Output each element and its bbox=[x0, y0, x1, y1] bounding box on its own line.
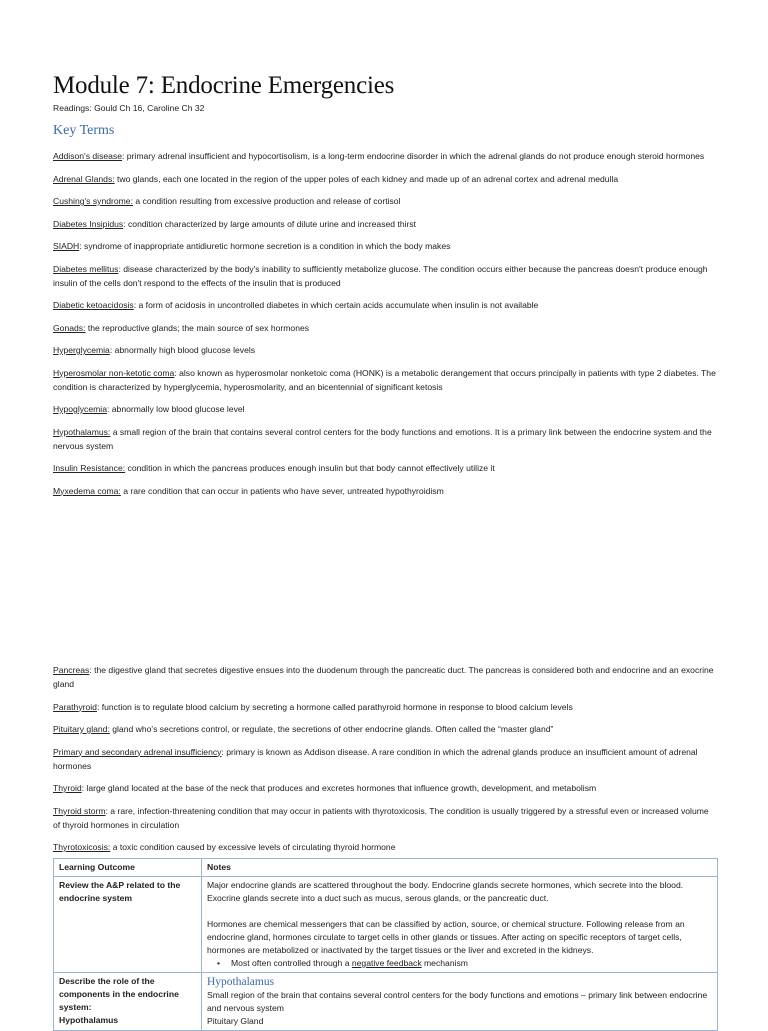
notes-paragraph: Hormones are chemical messengers that can be classified by action, source, or chemical structure. Following release from an endocrine gland, hormones circulate to target cells in other glands or tissues. After acting on specific receptors of target cells, hormones are metabolized or inactivated by the target tissues or the liver and excreted in the kidneys. bbox=[207, 919, 685, 955]
table-header-row bbox=[54, 859, 718, 877]
term-entry bbox=[53, 402, 718, 416]
term-entry bbox=[53, 663, 718, 691]
term-entry bbox=[53, 343, 718, 357]
key-terms-list-part1 bbox=[53, 149, 718, 498]
term-definition: : abnormally low blood glucose level bbox=[106, 404, 245, 414]
outcome-subitem: Hypothalamus bbox=[59, 1015, 119, 1025]
term-label: Adrenal Glands: bbox=[53, 173, 115, 184]
term-label: Thyroid storm bbox=[53, 805, 106, 816]
term-entry bbox=[53, 217, 718, 231]
term-label: Primary and secondary adrenal insufficiency bbox=[53, 746, 222, 757]
term-label: Cushing's syndrome: bbox=[53, 196, 133, 206]
term-label: Hypoglycemia bbox=[53, 404, 107, 414]
table-row bbox=[54, 877, 718, 973]
term-entry bbox=[53, 262, 718, 290]
bullet-text: Most often controlled through a bbox=[231, 958, 352, 968]
notes-paragraph: Small region of the brain that contains several control centers for the body functions and emotions – primary link between endocrine and nervous system bbox=[207, 990, 708, 1013]
term-label: Diabetic ketoacidosis bbox=[53, 300, 134, 310]
term-definition: two glands, each one located in the region of the upper poles of each kidney and made up of an adrenal cortex and adrenal medulla bbox=[114, 173, 619, 184]
term-definition: a rare condition that can occur in patients who have sever, untreated hypothyroidism bbox=[120, 485, 444, 496]
term-definition: : large gland located at the base of the neck that produces and excretes hormones that influence growth, development, and metabolism bbox=[81, 783, 597, 793]
term-entry bbox=[53, 321, 718, 335]
learning-outcome-table bbox=[53, 858, 718, 1031]
term-label: Myxedema coma: bbox=[53, 485, 121, 496]
notes-paragraph: Major endocrine glands are scattered throughout the body. Endocrine glands secrete hormones, which secrete into the blood. Exocrine glands secrete into a duct such as mucus, serous glands, or the pancreatic duct. bbox=[207, 880, 684, 903]
term-entry bbox=[53, 745, 718, 773]
notes-next-subheading: Pituitary Gland bbox=[207, 1016, 264, 1026]
term-definition: a toxic condition caused by excessive levels of circulating thyroid hormone bbox=[110, 842, 396, 852]
term-label: Insulin Resistance: bbox=[53, 463, 126, 473]
column-header-learning-outcome: Learning Outcome bbox=[54, 859, 202, 877]
term-entry bbox=[53, 484, 718, 498]
outcome-text: Describe the role of the components in the endocrine system: bbox=[59, 976, 179, 1012]
term-entry bbox=[53, 700, 718, 714]
term-label: Hyperglycemia bbox=[53, 345, 110, 355]
term-entry bbox=[53, 781, 718, 795]
term-definition: : syndrome of inappropriate antidiuretic hormone secretion is a condition in which the body makes bbox=[79, 241, 451, 251]
notes-subheading: Hypothalamus bbox=[207, 976, 275, 988]
term-entry bbox=[53, 194, 718, 208]
term-label: Hypothalamus: bbox=[53, 426, 111, 437]
learning-outcome-cell: Review the A&P related to the endocrine system bbox=[54, 877, 202, 973]
term-label: Pituitary gland: bbox=[53, 724, 110, 734]
term-entry bbox=[53, 298, 718, 312]
term-definition: : primary is known as Addison disease. A rare condition in which the adrenal glands produce an insufficient amount of adrenal hormones bbox=[53, 746, 698, 771]
key-terms-heading: Key Terms bbox=[53, 123, 115, 138]
readings-line: Readings: Gould Ch 16, Caroline Ch 32 bbox=[53, 103, 205, 113]
term-definition: the reproductive glands; the main source of sex hormones bbox=[85, 322, 310, 333]
table-row bbox=[54, 973, 718, 1031]
term-definition: : abnormally high blood glucose levels bbox=[109, 345, 256, 355]
bullet-text-end: mechanism bbox=[421, 958, 468, 968]
column-header-notes: Notes bbox=[202, 859, 718, 877]
term-entry bbox=[53, 149, 718, 163]
term-entry bbox=[53, 804, 718, 832]
term-label: Parathyroid bbox=[53, 701, 97, 712]
term-definition: a condition resulting from excessive production and release of cortisol bbox=[132, 196, 401, 206]
term-definition: a small region of the brain that contains several control centers for the body functions and emotions. It is a primary link between the endocrine system and the nervous system bbox=[53, 426, 712, 451]
term-entry bbox=[53, 722, 718, 736]
term-label: Diabetes Insipidus bbox=[53, 218, 124, 229]
term-entry bbox=[53, 840, 718, 854]
term-entry bbox=[53, 366, 718, 394]
learning-outcome-cell bbox=[54, 973, 202, 1031]
term-label: Pancreas bbox=[53, 665, 90, 675]
negative-feedback-term: negative feedback bbox=[351, 958, 422, 968]
term-definition: : primary adrenal insufficient and hypocortisolism, is a long-term endocrine disorder in which the adrenal glands do not produce enough steroid hormones bbox=[122, 151, 705, 161]
term-label: Thyrotoxicosis: bbox=[53, 842, 111, 852]
term-label: Gonads: bbox=[53, 322, 86, 333]
term-definition: : disease characterized by the body's inability to sufficiently metabolize glucose. The condition occurs either because the pancreas doesn't produce enough insulin of the cells don't respond to the effects of the insulin that is produced bbox=[53, 263, 708, 288]
term-definition: : a rare, infection-threatening condition that may occur in patients with thyrotoxicosis. The condition is usually triggered by a stressful even or increased volume of thyroid hormones in circulation bbox=[53, 805, 709, 830]
term-definition: gland who's secretions control, or regulate, the secretions of other endocrine glands. Often called the “master gland” bbox=[109, 724, 554, 734]
term-definition: : condition characterized by large amounts of dilute urine and increased thirst bbox=[123, 218, 417, 229]
notes-bullet bbox=[207, 957, 712, 970]
term-definition: : function is to regulate blood calcium by secreting a hormone called parathyroid hormone in response to blood calcium levels bbox=[96, 701, 573, 712]
page-title: Module 7: Endocrine Emergencies bbox=[53, 72, 395, 99]
notes-cell bbox=[202, 973, 718, 1031]
term-definition: : also known as hyperosmolar nonketoic coma (HONK) is a metabolic derangement that occurs principally in patients with type 2 diabetes. The condition is characterized by hyperglycemia, hyperosmolarity, and an bicentennial of significant ketosis bbox=[53, 367, 716, 392]
term-entry bbox=[53, 461, 718, 475]
term-entry bbox=[53, 425, 718, 453]
term-label: Diabetes mellitus bbox=[53, 263, 119, 274]
key-terms-list-part2 bbox=[53, 663, 718, 854]
term-definition: : the digestive gland that secretes digestive ensues into the duodenum through the pancreatic duct. The pancreas is considered both and endocrine and an exocrine gland bbox=[53, 665, 714, 689]
term-entry bbox=[53, 239, 718, 253]
term-label: SIADH bbox=[53, 241, 80, 251]
term-label: Addison's disease bbox=[53, 151, 123, 161]
term-label: Hyperosmolar non-ketotic coma bbox=[53, 367, 175, 378]
term-definition: condition in which the pancreas produces enough insulin but that body cannot effectively utilize it bbox=[125, 463, 495, 473]
term-label: Thyroid bbox=[53, 783, 82, 793]
term-entry bbox=[53, 172, 718, 186]
term-definition: : a form of acidosis in uncontrolled diabetes in which certain acids accumulate when insulin is not available bbox=[133, 300, 539, 310]
notes-cell bbox=[202, 877, 718, 973]
